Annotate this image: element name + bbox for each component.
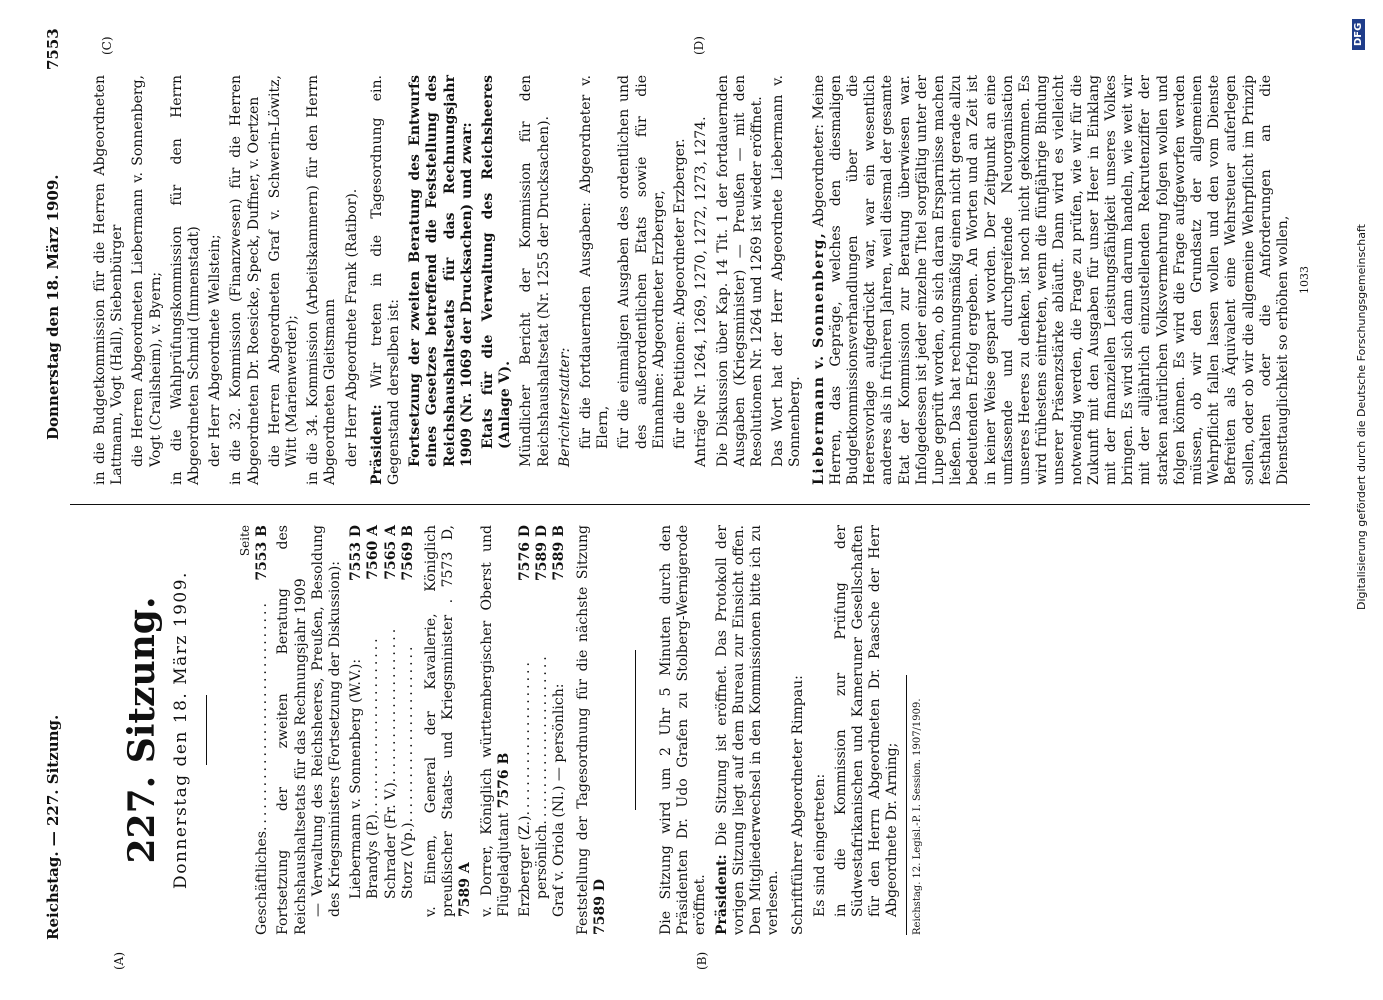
toc-row: Storz (Vp.) ........................ 7569 B [399,525,416,899]
secretary-intro: Es sind eingetreten: [811,773,828,917]
header-left: Reichstag. — 227. Sitzung. [44,714,62,940]
commission-line: der Herr Abgeordnete Wellstein; [207,234,224,467]
speaker-name: Liebermann v. Sonnenberg, [810,231,827,485]
commission-line: in die Wahlprüfungskommission für den Herrn Abgeordneten Schmid (Immenstadt) [168,75,203,485]
toc-row: persönlich ....................... 7589 D [534,525,551,899]
speech-text: Abgeordneter: Meine Herren, das Gepräge, welches den diesmaligen Budgetkommissionsverhandlungen über die Heeresvorlage aufgedrückt war, war ein wesentlich anderes als in früheren Jahren, weil diesmal der gesamte Etat der Kommission zur Beratung überwiesen war. Infolgedessen ist jeder einzelne Titel sorgfältig unter der Lupe geprüft worden, ob sich daran Ersparnisse machen ließen. Das hat rechnungsmäßig einen nicht gerade allzu bedeutenden Erfolg ergeben. An Worten und an Zeit ist in keiner Weise gespart worden. Der Zeitpunkt an eine umfassende und durchgreifende Neuorganisation unseres Heeres zu denken, ist noch nicht gekommen. Es wird frühestens eintreten, wenn die fünfjährige Bindung unserer Präsenzstärke abläuft. Dann wird es vielleicht notwendig werden, die Frage zu prüfen, wie wir für die Zukunft mit den Ausgaben für unser Heer in Einklang mit der finanziellen Leistungsfähigkeit unseres Volkes bringen. Es wird sich dann darum handeln, wie weit wir mit der alljährlich einzustellenden Rekrutenziffer der starken natürlichen Volksvermehrung folgen wollen und folgen können. Es wird die Frage aufgeworfen werden müssen, ob wir den Grundsatz der allgemeinen Wehrpflicht fallen lassen wollen und den vom Dienste Befreiten als Äquivalent eine Wehrsteuer auferlegen sollen, oder ob wir die allgemeine Wehrpflicht im Prinzip festhalten oder die Anforderungen an die Diensttauglichkeit so erhöhen wollen, [810,75,1291,485]
title-rule [206,695,207,765]
toc-row: Geschäftliches ............................... 7553 B [254,525,271,935]
session-date: Donnerstag den 18. März 1909. [171,571,191,889]
agenda-sub: Etats für die Verwaltung des Reichsheeres (Anlage V). [480,75,514,449]
commission-line: in die 34. Kommission (Arbeitskammern) für den Herrn Abgeordneten Gleitsmann [305,75,339,485]
toc-row: Graf v. Oriola (Nl.) — persönlich: 7589 B [551,525,568,917]
reporter-3: für die Petitionen: Abgeordneter Erzberger. [672,138,689,449]
seite-label: Seite [238,525,252,557]
commission-line: in die 32. Kommission (Finanzwesen) für die Herren Abgeordneten Dr. Roesicke, Speck, Duffner, v. Oertzen [228,75,262,485]
column-divider [70,504,1310,505]
president-agenda: Präsident: Wir treten in die Tagesordnung ein. Gegenstand derselben ist: [368,74,403,485]
footer-left: Reichstag. 12. Legisl.-P. I. Session. 1907/1909. [906,675,926,935]
speech [811,75,1293,485]
toc-row: Fortsetzung der zweiten Beratung des Reichshaushaltsetats für das Rechnungsjahr 1909 [275,525,309,935]
commission-line: die Herren Abgeordneten Liebermann v. Sonnenberg, Vogt (Crailsheim), v. Byern; [130,75,164,467]
toc-row: v. Einem, General der Kavallerie, Königlich preußischer Staats- und Kriegsminister . 7573 D, 7589 A [422,525,474,917]
toc-row: v. Dorrer, Königlich württembergischer Oberst und Flügeladjutant 7576 B [478,525,512,917]
session-title: 227. Sitzung. [121,596,163,864]
secretary-label: Schriftführer Abgeordneter Rimpau: [790,675,807,935]
margin-letter-c: (C) [100,36,114,55]
report: Mündlicher Bericht der Kommission für den Reichshaushaltsetat (Nr. 1255 der Drucksachen). [518,75,552,467]
left-column [96,525,926,935]
antraege: Anträge Nr. 1264, 1269, 1270, 1272, 1273, 1274. [693,116,710,467]
margin-letter-d: (D) [692,36,706,55]
president-paragraph [714,525,783,935]
toc-row: Schrader (Fr. V.) ..................... 7565 A [382,525,399,899]
page-number: 7553 [44,28,62,70]
commission-line: in die Budgetkommission für die Herren Abgeordneten Lattmann, Vogt (Hall), Siebenbürger [92,75,126,485]
toc-row: Liebermann v. Sonnenberg (W.V.): 7553 D [348,525,365,899]
opening-text: Die Sitzung wird um 2 Uhr 5 Minuten durch den Präsidenten Dr. Udo Grafen zu Stolberg-Wernigerode eröffnet. [657,525,709,935]
toc-row: Erzberger (Z.) ..................... 7576 D [516,525,533,917]
toc-row: Brandys (P.) ........................ 7560 A [365,525,382,899]
word-granted: Das Wort hat der Herr Abgeordnete Liebermann v. Sonnenberg. [770,75,804,467]
reporter-1: für die fortdauernden Ausgaben: Abgeordneter v. Elern, [578,75,612,449]
commission-line: die Herren Abgeordneten Graf v. Schwerin-Löwitz, Witt (Marienwerder); [266,75,301,467]
margin-letter-b: (B) [695,951,709,970]
right-column [92,75,1313,485]
header-center: Donnerstag den 18. März 1909. [44,174,62,440]
section-rule [635,650,636,810]
footer-right: 1033 [1298,266,1312,294]
digitization-credit: Digitalisierung gefördert durch die Deutsche Forschungsgemeinschaft [1355,224,1368,610]
toc-row: Feststellung der Tagesordnung für die nächste Sitzung 7589 D [574,525,608,935]
agenda-title: Fortsetzung der zweiten Beratung des Entwurfs eines Gesetzes betreffend die Feststellung des Reichshaushaltsetats für das Rechnungsjahr 1909 (Nr. 1069 der Drucksachen) und zwar: [407,75,475,467]
secretary-text: in die Kommission zur Prüfung der Südwestafrikanischen und Kameruner Gesellschaften für den Herrn Abgeordneten Dr. Paasche der Herr Abgeordnete Dr. Arning; [832,525,901,917]
toc [254,525,609,935]
commission-line: der Herr Abgeordnete Frank (Ratibor). [343,188,360,467]
dfg-logo: DFG [1352,19,1365,50]
president-label: Präsident: [713,854,730,935]
reporter-2: für die einmaligen Ausgaben des ordentlichen und des außerordentlichen Etats sowie für die Einnahme: Abgeordneter Erzberger, [616,75,667,449]
margin-letter-a: (A) [112,951,126,970]
discussion: Die Diskussion über Kap. 14 Tit. 1 der fortdauernden Ausgaben (Kriegsminister) — Preußen — mit den Resolutionen Nr. 1264 und 1269 ist wieder eröffnet. [714,75,765,467]
toc-row: — Verwaltung des Reichsheeres, Preußen, Besoldung des Kriegsministers (Fortsetzung der Diskussion): [309,525,343,917]
president-text: Die Sitzung ist eröffnet. Das Protokoll der vorigen Sitzung liegt auf dem Bureau zur Einsicht offen. Den Mitgliederwechsel in den Kommissionen bitte ich zu verlesen. [713,525,782,935]
reporter-label: Berichterstatter: [556,347,573,467]
